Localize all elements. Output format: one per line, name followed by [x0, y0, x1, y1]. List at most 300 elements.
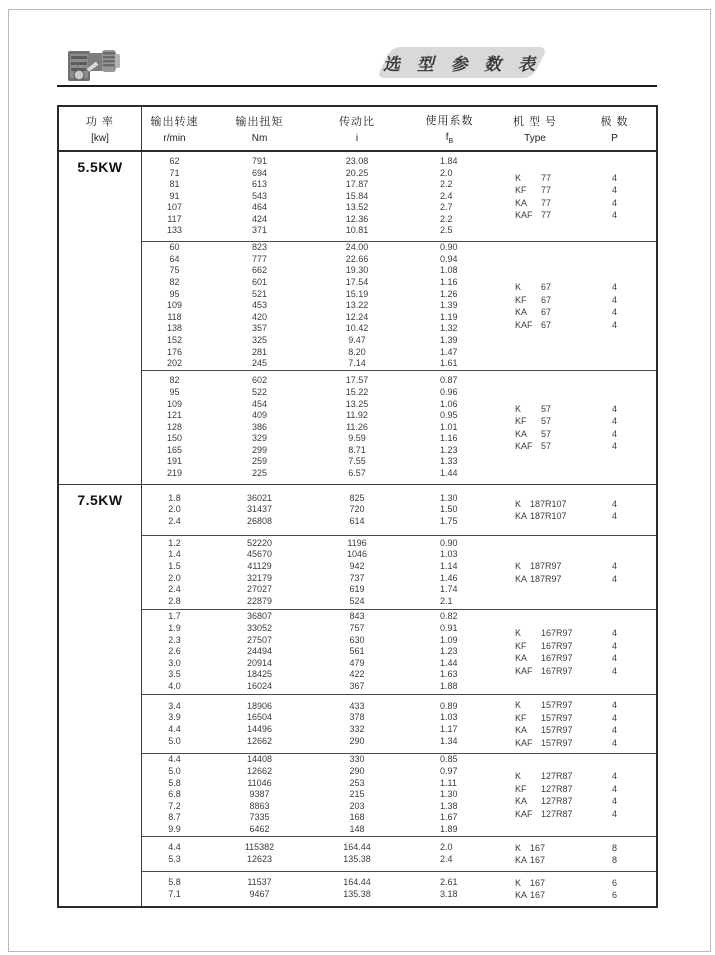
value-factor: 2.4 [440, 854, 453, 864]
value-ratio: 20.25 [345, 167, 369, 178]
value-torque: 357 [251, 323, 268, 334]
column-torque-values [207, 536, 312, 609]
value-speed: 7.2 [168, 800, 181, 811]
value-ratio: 164.44 [343, 877, 371, 888]
value-torque: 12662 [246, 766, 273, 777]
value-ratio: 15.84 [345, 190, 369, 201]
column-speed-values [142, 242, 207, 370]
value-ratio: 433 [349, 700, 365, 711]
type-size: 167R97 [541, 653, 573, 663]
value-factor: 2.0 [440, 167, 453, 178]
value-ratio: 164.44 [343, 842, 371, 853]
column-header-ratio [312, 107, 402, 150]
value-factor: 2.5 [440, 225, 453, 236]
value-ratio: 330 [349, 754, 365, 765]
column-torque-values [207, 872, 312, 906]
value-factor: 1.26 [440, 288, 458, 299]
column-poles-values [573, 754, 656, 836]
value-factor: 1.19 [440, 311, 458, 322]
value-ratio: 561 [349, 646, 365, 657]
type-prefix: K [515, 561, 522, 571]
value-factor: 0.85 [440, 754, 458, 765]
value-factor: 0.91 [440, 623, 458, 634]
column-unit-type: Type [524, 133, 546, 144]
column-type-values [497, 152, 573, 241]
value-factor: 1.30 [440, 492, 458, 503]
value-speed: 4.4 [168, 842, 181, 853]
column-poles-values [573, 536, 656, 609]
value-ratio: 1046 [346, 549, 368, 560]
poles-value: 4 [611, 294, 617, 305]
type-prefix: KF [515, 640, 527, 651]
value-speed: 82 [169, 277, 180, 288]
value-speed: 81 [169, 179, 180, 190]
value-torque: 662 [251, 265, 268, 276]
spec-block [142, 753, 656, 836]
value-ratio: 135.38 [343, 854, 371, 864]
value-speed: 7.1 [168, 889, 181, 899]
spec-block [142, 609, 656, 694]
value-ratio: 17.87 [345, 179, 369, 190]
value-torque: 613 [251, 179, 268, 190]
type-prefix: K [515, 282, 522, 292]
value-factor: 1.38 [440, 800, 458, 811]
value-factor: 1.88 [440, 680, 458, 691]
power-cell [59, 485, 142, 906]
value-torque: 16504 [246, 712, 273, 723]
value-torque: 16024 [246, 680, 273, 691]
value-speed: 107 [166, 202, 183, 213]
value-speed: 2.8 [168, 595, 181, 606]
value-torque: 424 [251, 213, 268, 224]
value-speed: 91 [169, 190, 180, 201]
column-factor-values [402, 754, 497, 836]
column-torque-values [207, 754, 312, 836]
value-torque: 36021 [246, 492, 273, 503]
type-prefix: KAF [515, 210, 533, 220]
value-ratio: 9.59 [348, 433, 366, 444]
poles-value: 4 [611, 700, 617, 710]
column-label-factor: 使用系数 [425, 115, 474, 127]
value-torque: 22879 [246, 595, 273, 606]
type-size: 57 [541, 441, 552, 451]
value-speed: 1.9 [168, 623, 181, 634]
value-speed: 2.0 [168, 572, 181, 583]
column-unit-ratio: i [355, 133, 359, 144]
type-size: 127R87 [541, 771, 573, 781]
value-speed: 5.8 [168, 877, 181, 888]
column-header-power [59, 107, 142, 150]
value-factor: 1.32 [440, 323, 458, 334]
poles-value: 4 [611, 403, 617, 414]
column-header-torque [207, 107, 312, 150]
value-factor: 1.46 [440, 572, 458, 583]
column-ratio-values [312, 536, 402, 609]
value-speed: 1.7 [168, 611, 181, 622]
value-torque: 14408 [246, 754, 273, 765]
section-blocks [142, 485, 656, 906]
value-speed: 117 [167, 213, 182, 224]
value-factor: 1.23 [440, 646, 458, 657]
poles-value: 4 [611, 628, 617, 638]
value-ratio: 614 [349, 515, 365, 526]
value-torque: 6462 [249, 823, 270, 834]
column-label-poles: 极 数 [600, 116, 629, 128]
value-ratio: 422 [349, 669, 365, 680]
gearmotor-icon [66, 41, 122, 85]
value-factor: 1.67 [440, 812, 458, 823]
value-torque: 601 [251, 277, 268, 288]
value-torque: 225 [251, 468, 268, 479]
column-poles-values [573, 872, 656, 906]
column-torque-values [207, 610, 312, 694]
value-factor: 1.14 [440, 560, 458, 571]
value-torque: 20914 [246, 657, 273, 668]
type-designation [515, 737, 573, 750]
value-factor: 2.61 [440, 877, 458, 888]
value-factor: 1.03 [440, 549, 458, 560]
value-torque: 41129 [247, 560, 272, 571]
value-torque: 543 [251, 190, 268, 201]
type-designation [515, 209, 573, 222]
value-torque: 9467 [249, 889, 270, 899]
value-ratio: 12.36 [345, 213, 369, 224]
value-torque: 386 [251, 421, 268, 432]
value-factor: 2.2 [440, 213, 453, 224]
value-factor: 1.03 [440, 712, 458, 723]
value-factor: 1.47 [440, 346, 458, 357]
power-section [59, 484, 656, 906]
value-torque: 45670 [246, 549, 273, 560]
type-designation [515, 854, 573, 867]
spec-block [142, 485, 656, 535]
type-designation [515, 306, 573, 319]
poles-value: 4 [611, 712, 617, 723]
poles-value: 4 [611, 441, 617, 451]
value-speed: 219 [166, 468, 183, 479]
type-prefix: KAF [515, 665, 533, 676]
type-size: 57 [541, 403, 552, 414]
value-factor: 0.89 [440, 700, 458, 711]
value-ratio: 843 [349, 611, 365, 622]
value-ratio: 24.00 [345, 242, 369, 253]
type-designation [515, 665, 573, 678]
column-poles-values [573, 485, 656, 535]
type-size: 167R97 [541, 665, 573, 676]
type-prefix: KA [515, 855, 528, 865]
value-ratio: 19.30 [345, 265, 369, 276]
value-torque: 602 [251, 375, 268, 386]
value-torque: 245 [251, 358, 268, 369]
column-type-values [497, 371, 573, 484]
value-speed: 9.9 [168, 823, 181, 834]
value-torque: 14496 [246, 724, 273, 734]
type-size: 157R97 [541, 737, 573, 748]
column-speed-values [142, 610, 207, 694]
column-torque-values [207, 695, 312, 753]
column-label-ratio: 传动比 [339, 116, 375, 128]
value-torque: 694 [251, 167, 268, 178]
value-speed: 2.6 [168, 646, 181, 657]
value-factor: 1.08 [440, 265, 458, 276]
type-prefix: KF [515, 294, 527, 305]
value-speed: 2.4 [168, 515, 181, 526]
value-torque: 11537 [247, 877, 272, 888]
column-torque-values [207, 152, 312, 241]
type-size: 127R87 [541, 808, 573, 819]
value-factor: 1.44 [440, 657, 458, 668]
value-ratio: 17.54 [345, 277, 369, 288]
type-size: 167 [530, 855, 546, 865]
value-factor: 0.90 [440, 242, 458, 253]
value-torque: 521 [251, 288, 268, 299]
value-torque: 299 [251, 444, 268, 455]
column-ratio-values [312, 485, 402, 535]
value-speed: 1.5 [168, 560, 181, 571]
poles-value: 4 [611, 428, 617, 439]
type-size: 67 [541, 294, 552, 305]
column-label-type: 机 型 号 [512, 116, 558, 128]
type-designation [515, 783, 573, 796]
column-torque-values [207, 242, 312, 370]
type-size: 167 [530, 890, 546, 900]
column-header-factor [402, 107, 497, 150]
value-torque: 115382 [244, 842, 275, 853]
value-ratio: 737 [349, 572, 365, 583]
type-designation [515, 842, 573, 855]
type-prefix: KA [515, 197, 528, 208]
value-speed: 128 [166, 421, 183, 432]
value-torque: 371 [251, 225, 268, 236]
value-factor: 0.95 [440, 410, 458, 421]
value-torque: 36807 [246, 611, 273, 622]
column-type-values [497, 242, 573, 370]
column-speed-values [142, 695, 207, 753]
table-header-row [59, 107, 656, 152]
power-section-label: 7.5KW [77, 492, 123, 508]
power-section-label: 5.5KW [77, 159, 123, 175]
value-ratio: 10.42 [345, 323, 369, 334]
column-ratio-values [312, 371, 402, 484]
type-prefix: K [515, 842, 522, 853]
value-ratio: 148 [349, 823, 365, 834]
column-type-values [497, 536, 573, 609]
type-designation [515, 573, 573, 586]
value-factor: 2.7 [440, 202, 453, 213]
value-speed: 1.2 [168, 537, 181, 548]
column-unit-torque: Nm [251, 133, 268, 144]
poles-value: 4 [611, 737, 617, 748]
value-torque: 31437 [246, 504, 273, 515]
value-speed: 176 [166, 346, 183, 357]
type-size: 77 [541, 185, 552, 195]
column-type-values [497, 837, 573, 871]
type-designation [515, 281, 573, 294]
value-ratio: 332 [349, 724, 365, 734]
spec-block [142, 152, 656, 241]
poles-value: 4 [611, 640, 617, 651]
value-factor: 1.61 [440, 358, 458, 369]
column-speed-values [142, 837, 207, 871]
type-size: 67 [541, 307, 552, 317]
type-prefix: KF [515, 783, 527, 794]
type-designation [515, 172, 573, 185]
column-poles-values [573, 837, 656, 871]
value-ratio: 11.26 [346, 421, 368, 432]
poles-value: 4 [611, 498, 617, 509]
column-unit-speed: r/min [163, 133, 186, 144]
value-torque: 24494 [246, 646, 273, 657]
value-ratio: 7.14 [348, 358, 366, 369]
value-factor: 0.82 [440, 611, 458, 622]
poles-value: 4 [611, 796, 617, 806]
value-speed: 133 [166, 225, 183, 236]
type-size: 167 [530, 877, 546, 888]
value-torque: 27027 [246, 584, 273, 595]
poles-value: 4 [611, 725, 617, 735]
type-prefix: KAF [515, 737, 533, 748]
column-speed-values [142, 754, 207, 836]
poles-value: 4 [611, 808, 617, 819]
type-designation [515, 808, 573, 821]
value-ratio: 720 [349, 504, 365, 515]
value-ratio: 13.52 [345, 202, 369, 213]
type-size: 127R87 [541, 783, 573, 794]
value-factor: 0.97 [440, 766, 458, 777]
table-body [59, 152, 656, 906]
value-torque: 777 [251, 253, 268, 264]
type-designation [515, 652, 573, 665]
value-speed: 121 [166, 410, 183, 421]
spec-block [142, 694, 656, 753]
value-factor: 1.44 [440, 468, 458, 479]
type-designation [515, 724, 573, 737]
type-size: 157R97 [541, 712, 573, 723]
column-factor-values [402, 872, 497, 906]
value-factor: 1.16 [440, 277, 458, 288]
value-factor: 0.94 [440, 253, 458, 264]
type-size: 167 [530, 842, 546, 853]
value-speed: 2.3 [168, 634, 181, 645]
column-poles-values [573, 610, 656, 694]
value-torque: 453 [251, 300, 268, 311]
value-ratio: 168 [349, 812, 365, 823]
section-blocks [142, 152, 656, 484]
type-prefix: KAF [515, 319, 533, 330]
value-torque: 12662 [246, 735, 273, 746]
value-speed: 5.0 [168, 735, 181, 746]
value-factor: 0.90 [440, 537, 458, 548]
column-poles-values [573, 152, 656, 241]
type-designation [515, 712, 573, 725]
value-factor: 1.89 [440, 823, 458, 834]
value-torque: 329 [251, 433, 268, 444]
value-speed: 3.9 [168, 712, 181, 723]
poles-value: 8 [611, 842, 617, 853]
type-designation [515, 770, 573, 783]
column-type-values [497, 610, 573, 694]
value-ratio: 630 [349, 634, 365, 645]
value-ratio: 290 [349, 766, 365, 777]
value-torque: 281 [251, 346, 268, 357]
value-ratio: 1196 [347, 537, 367, 548]
value-speed: 150 [166, 433, 183, 444]
type-size: 167R97 [541, 640, 573, 651]
value-factor: 1.11 [440, 777, 457, 788]
type-designation [515, 428, 573, 441]
value-ratio: 479 [349, 657, 365, 668]
column-poles-values [573, 371, 656, 484]
column-ratio-values [312, 152, 402, 241]
type-size: 157R97 [541, 700, 573, 710]
type-designation [515, 319, 573, 332]
value-torque: 464 [251, 202, 268, 213]
poles-value: 4 [611, 319, 617, 330]
value-factor: 2.1 [440, 595, 453, 606]
value-factor: 1.39 [440, 300, 458, 311]
value-speed: 4.4 [168, 754, 181, 765]
type-designation [515, 795, 573, 808]
type-designation [515, 498, 573, 511]
value-torque: 18425 [246, 669, 273, 680]
value-speed: 3.0 [168, 657, 181, 668]
value-factor: 0.87 [440, 375, 458, 386]
type-prefix: KA [515, 428, 528, 439]
type-prefix: KF [515, 185, 527, 195]
value-factor: 1.30 [440, 789, 458, 800]
page-title: 选 型 参 数 表 [383, 55, 541, 74]
poles-value: 4 [611, 307, 617, 317]
poles-value: 4 [611, 771, 617, 781]
column-torque-values [207, 371, 312, 484]
column-header-type [497, 107, 573, 150]
poles-value: 4 [611, 197, 617, 208]
value-speed: 8.7 [168, 812, 181, 823]
column-type-values [497, 754, 573, 836]
poles-value: 4 [611, 653, 617, 663]
value-ratio: 10.81 [345, 225, 369, 236]
spec-block [142, 535, 656, 609]
column-label-power: 功 率 [85, 116, 115, 128]
value-ratio: 524 [349, 595, 365, 606]
column-label-speed: 输出转速 [150, 116, 199, 128]
value-factor: 0.96 [440, 386, 458, 397]
type-prefix: K [515, 172, 522, 183]
type-size: 187R107 [530, 498, 567, 509]
column-torque-values [207, 485, 312, 535]
type-size: 187R97 [530, 561, 562, 571]
spec-block [142, 836, 656, 871]
column-ratio-values [312, 610, 402, 694]
value-ratio: 17.57 [345, 375, 369, 386]
value-ratio: 15.19 [345, 288, 369, 299]
value-speed: 62 [169, 155, 180, 166]
value-torque: 11046 [247, 777, 272, 788]
poles-value: 4 [611, 416, 617, 426]
value-ratio: 6.57 [348, 468, 366, 479]
spec-block [142, 871, 656, 906]
type-prefix: K [515, 403, 522, 414]
value-factor: 1.84 [440, 155, 458, 166]
poles-value: 4 [611, 511, 617, 521]
value-torque: 823 [251, 242, 268, 253]
value-factor: 1.17 [440, 724, 458, 734]
type-size: 157R97 [541, 725, 573, 735]
column-label-torque: 输出扭矩 [235, 116, 284, 128]
value-factor: 1.50 [440, 504, 458, 515]
value-factor: 2.4 [440, 190, 453, 201]
value-speed: 95 [169, 386, 180, 397]
